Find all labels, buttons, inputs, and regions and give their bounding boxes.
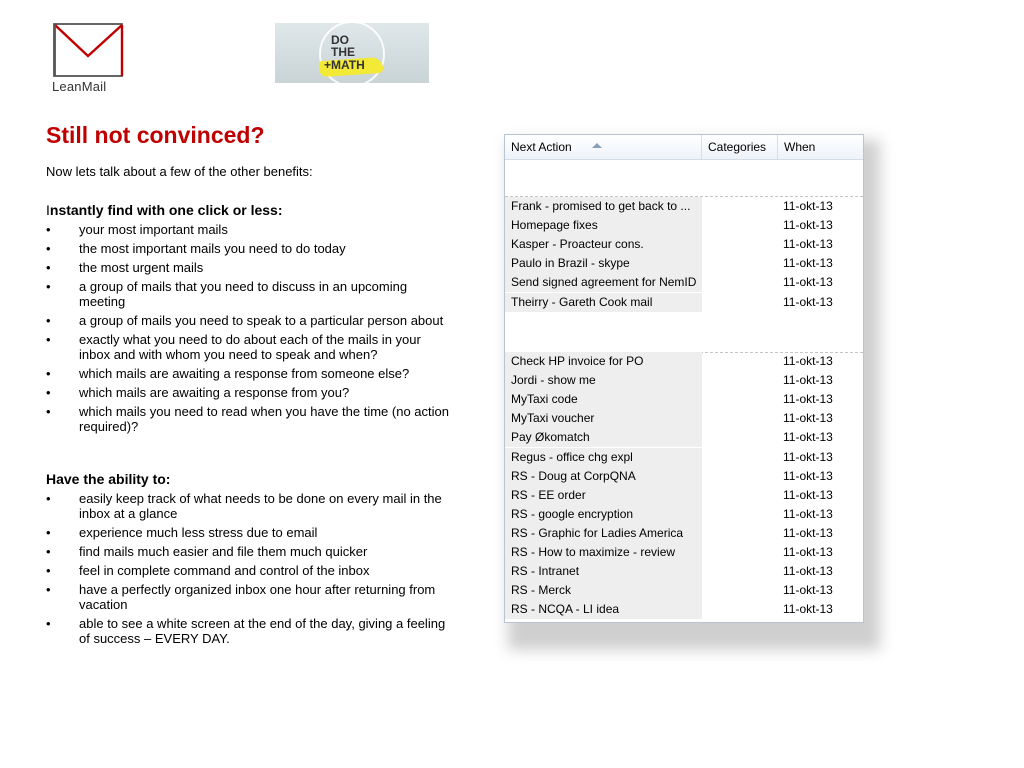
when-cell: 11-okt-13	[783, 392, 833, 407]
heading-initial: I	[46, 202, 50, 218]
next-action-cell: Kasper - Proacteur cons.	[505, 235, 702, 254]
bullet-item: • feel in complete command and control of the inbox	[46, 563, 451, 578]
bullet-item: • experience much less stress due to email	[46, 525, 451, 540]
task-row[interactable]	[505, 524, 863, 543]
next-action-cell: MyTaxi voucher	[505, 409, 702, 428]
when-cell: 11-okt-13	[783, 411, 833, 426]
task-row[interactable]	[505, 197, 863, 216]
bullet-item: • your most important mails	[46, 222, 451, 237]
bullet-item: • which mails are awaiting a response from you?	[46, 385, 451, 400]
task-row[interactable]	[505, 293, 863, 312]
task-row[interactable]	[505, 235, 863, 254]
column-header-label: Next Action	[511, 140, 572, 154]
task-row[interactable]	[505, 505, 863, 524]
when-cell: 11-okt-13	[783, 373, 833, 388]
task-row[interactable]	[505, 273, 863, 292]
column-header-when[interactable]: When	[784, 140, 816, 154]
when-cell: 11-okt-13	[783, 218, 833, 233]
when-cell: 11-okt-13	[783, 468, 833, 483]
task-row[interactable]	[505, 467, 863, 486]
bullet-item: • a group of mails you need to speak to a particular person about	[46, 313, 451, 328]
when-cell: 11-okt-13	[783, 430, 833, 445]
column-header-categories[interactable]: Categories	[702, 135, 778, 159]
logo-line-1: DO	[331, 33, 349, 47]
task-row[interactable]	[505, 352, 863, 371]
next-action-cell: Jordi - show me	[505, 371, 702, 390]
when-cell: 11-okt-13	[783, 199, 833, 213]
leanmail-wordmark: LeanMail	[52, 79, 107, 94]
leanmail-logo	[52, 22, 126, 94]
when-cell: 11-okt-13	[783, 602, 833, 617]
bullet-item: • the most important mails you need to do today	[46, 241, 451, 256]
next-action-cell: Regus - office chg expl	[505, 448, 702, 467]
next-action-cell: Check HP invoice for PO	[505, 352, 702, 371]
bullet-item: • exactly what you need to do about each of the mails in your inbox and with whom you need to speak and when?	[46, 332, 451, 362]
next-action-cell: RS - Doug at CorpQNA	[505, 467, 702, 486]
when-cell: 11-okt-13	[783, 545, 833, 559]
next-action-cell: MyTaxi code	[505, 390, 702, 409]
when-cell: 11-okt-13	[783, 256, 833, 271]
next-action-cell: RS - EE order	[505, 486, 702, 505]
when-cell: 11-okt-13	[783, 506, 833, 521]
when-cell: 11-okt-13	[783, 487, 833, 502]
instantly-find-list	[46, 222, 451, 438]
bullet-item: • the most urgent mails	[46, 260, 451, 275]
logo-line-2: THE	[331, 45, 355, 59]
when-cell: 11-okt-13	[783, 354, 833, 368]
do-the-math-logo	[275, 23, 429, 83]
task-row[interactable]	[505, 543, 863, 562]
task-row[interactable]	[505, 371, 863, 390]
task-row[interactable]	[505, 390, 863, 409]
next-action-cell: RS - google encryption	[505, 505, 702, 524]
task-row[interactable]	[505, 409, 863, 428]
bullet-item: • which mails you need to read when you have the time (no action required)?	[46, 404, 451, 434]
when-cell: 11-okt-13	[783, 583, 833, 598]
task-row[interactable]	[505, 254, 863, 273]
section-heading-ability: Have the ability to:	[46, 471, 171, 487]
next-action-cell: Pay Økomatch	[505, 428, 702, 447]
bullet-item: • which mails are awaiting a response from someone else?	[46, 366, 451, 381]
next-action-cell: RS - Merck	[505, 581, 702, 600]
next-action-cell: RS - NCQA - LI idea	[505, 600, 702, 619]
logo-line-3: +MATH	[324, 58, 365, 72]
when-cell: 11-okt-13	[783, 275, 833, 290]
task-row[interactable]	[505, 428, 863, 447]
bullet-item: • a group of mails that you need to discuss in an upcoming meeting	[46, 279, 451, 309]
heading-rest: nstantly find with one click or less:	[49, 202, 283, 218]
next-action-cell: Paulo in Brazil - skype	[505, 254, 702, 273]
task-row[interactable]	[505, 581, 863, 600]
next-action-cell: RS - Intranet	[505, 562, 702, 581]
next-action-cell: Frank - promised to get back to ...	[505, 197, 702, 216]
sort-ascending-icon	[592, 143, 602, 148]
outlook-task-list	[504, 134, 864, 623]
column-header-row	[505, 135, 863, 160]
when-cell: 11-okt-13	[783, 564, 833, 579]
slide-title: Still not convinced?	[46, 122, 265, 148]
when-cell: 11-okt-13	[783, 294, 833, 309]
section-heading-instantly-find	[46, 202, 283, 218]
bullet-item: • have a perfectly organized inbox one hour after returning from vacation	[46, 582, 451, 612]
bullet-item: • able to see a white screen at the end of the day, giving a feeling of success – EVERY DAY.	[46, 616, 451, 646]
next-action-cell: Send signed agreement for NemID	[505, 273, 702, 292]
intro-text: Now lets talk about a few of the other benefits:	[46, 164, 313, 179]
task-row[interactable]	[505, 486, 863, 505]
column-header-next-action[interactable]	[505, 135, 702, 159]
envelope-m-icon	[52, 22, 126, 78]
next-action-cell: Homepage fixes	[505, 216, 702, 235]
bullet-item: • find mails much easier and file them much quicker	[46, 544, 451, 559]
next-action-cell: Theirry - Gareth Cook mail	[505, 293, 702, 312]
bullet-item: • easily keep track of what needs to be done on every mail in the inbox at a glance	[46, 491, 451, 521]
task-row[interactable]	[505, 600, 863, 619]
when-cell: 11-okt-13	[783, 237, 833, 252]
ability-list	[46, 491, 451, 650]
task-row[interactable]	[505, 448, 863, 467]
next-action-cell: RS - How to maximize - review	[505, 543, 702, 562]
when-cell: 11-okt-13	[783, 449, 833, 464]
next-action-cell: RS - Graphic for Ladies America	[505, 524, 702, 543]
task-row[interactable]	[505, 562, 863, 581]
task-row[interactable]	[505, 216, 863, 235]
when-cell: 11-okt-13	[783, 525, 833, 540]
